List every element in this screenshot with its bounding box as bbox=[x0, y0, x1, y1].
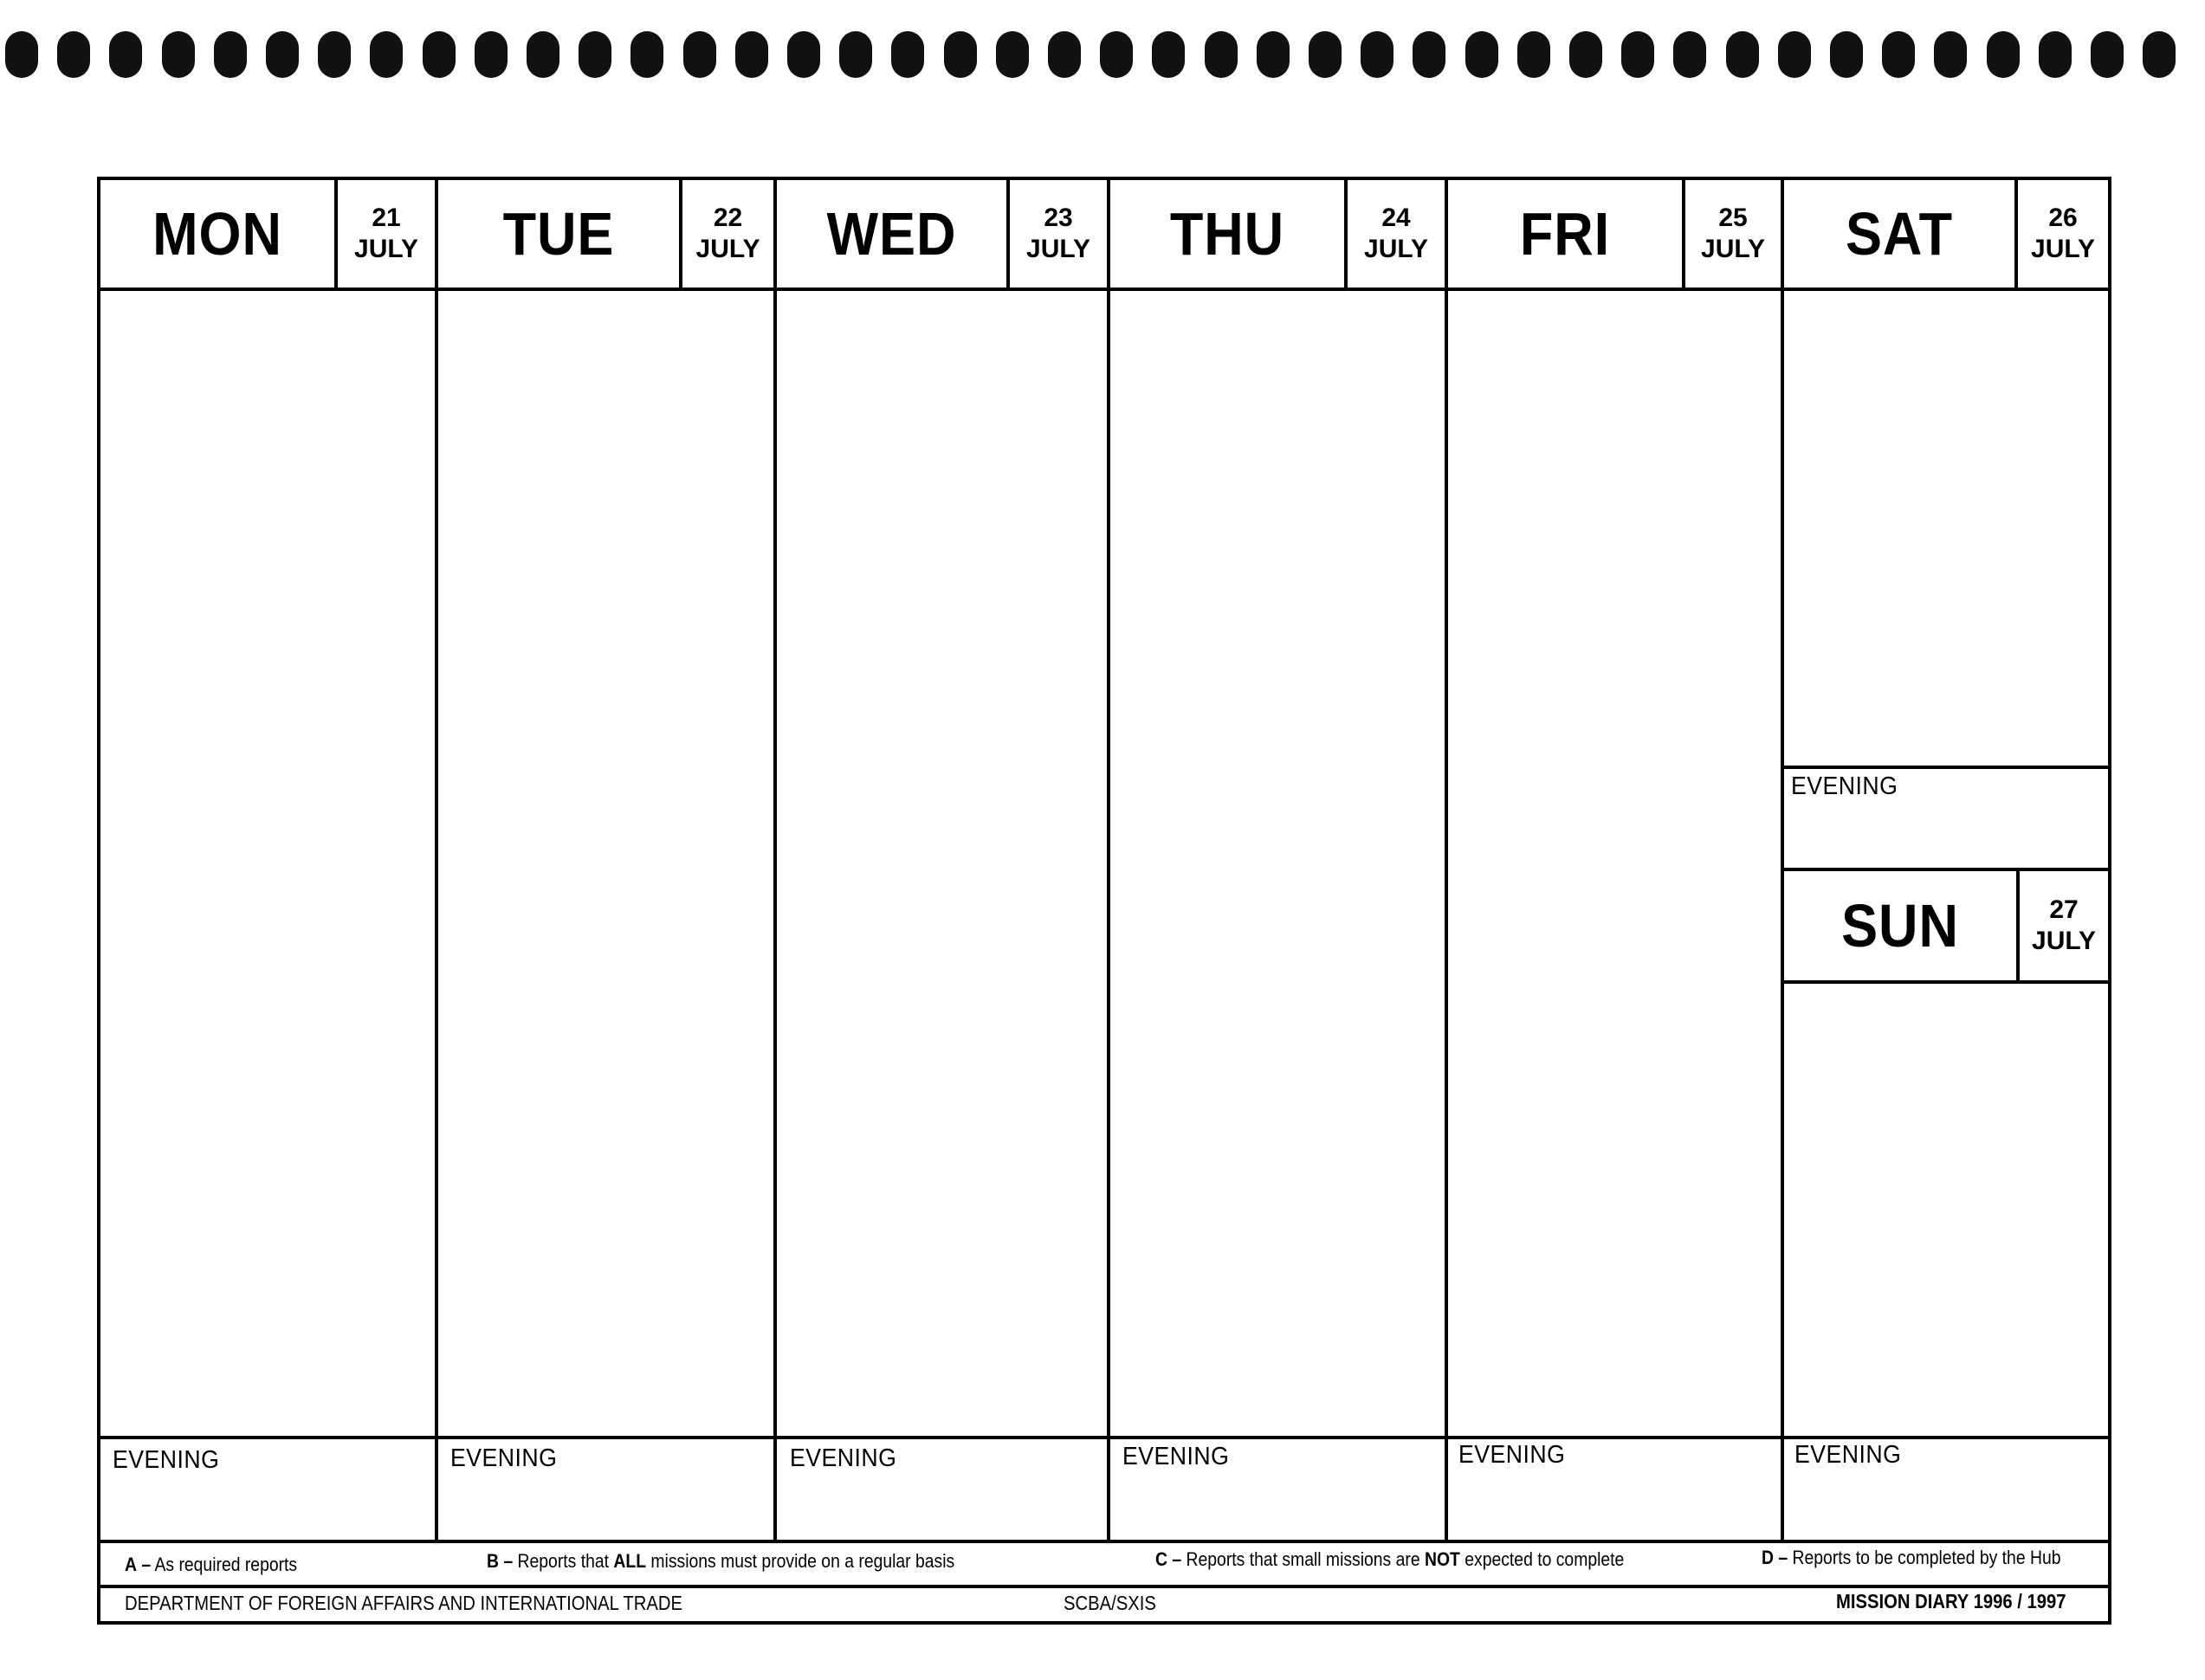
legend-d bbox=[1762, 1547, 2060, 1569]
column-divider bbox=[435, 177, 438, 1541]
month-label: JULY bbox=[1364, 235, 1428, 263]
binding-hole bbox=[1673, 31, 1706, 78]
footer-department: DEPARTMENT OF FOREIGN AFFAIRS AND INTERNATIONAL TRADE bbox=[125, 1592, 683, 1614]
column-divider bbox=[773, 177, 777, 1541]
evening-label-sun: EVENING bbox=[1794, 1441, 1902, 1469]
binding-hole bbox=[162, 31, 195, 78]
day-name-wed: WED bbox=[826, 200, 957, 268]
day-date-mon bbox=[338, 180, 435, 288]
binding-hole bbox=[475, 31, 508, 78]
legend-b bbox=[487, 1550, 954, 1573]
legend-dash: – bbox=[503, 1550, 514, 1572]
binding-hole bbox=[891, 31, 924, 78]
binding-hole bbox=[1309, 31, 1342, 78]
binding-hole bbox=[1257, 31, 1290, 78]
day-number: 22 bbox=[713, 204, 743, 232]
sun-header-rule bbox=[1781, 980, 2111, 984]
binding-hole bbox=[1569, 31, 1602, 78]
day-number: 23 bbox=[1044, 204, 1073, 232]
day-number: 25 bbox=[1718, 204, 1748, 232]
day-name-fri: FRI bbox=[1519, 200, 1611, 268]
sat-evening-rule bbox=[1781, 766, 2111, 769]
evening-rule bbox=[97, 1436, 2111, 1439]
binding-hole bbox=[1621, 31, 1654, 78]
legend-text: As required reports bbox=[154, 1554, 298, 1575]
binding-hole bbox=[630, 31, 663, 78]
footer-code: SCBA/SXIS bbox=[1064, 1592, 1156, 1614]
binding-hole bbox=[1465, 31, 1498, 78]
day-number: 21 bbox=[372, 204, 401, 232]
binding-hole bbox=[2039, 31, 2072, 78]
binding-hole bbox=[214, 31, 247, 78]
day-date-wed bbox=[1010, 180, 1107, 288]
day-name-sun: SUN bbox=[1841, 892, 1959, 960]
day-date-tue bbox=[682, 180, 773, 288]
legend-dash: – bbox=[1172, 1548, 1182, 1570]
evening-label-fri: EVENING bbox=[1458, 1441, 1566, 1469]
legend-emphasis: NOT bbox=[1424, 1548, 1460, 1570]
legend-text: Reports that bbox=[517, 1550, 610, 1572]
evening-label-thu: EVENING bbox=[1122, 1443, 1230, 1470]
legend-a bbox=[125, 1554, 297, 1576]
binding-hole bbox=[1726, 31, 1759, 78]
evening-label-sat: EVENING bbox=[1791, 772, 1898, 800]
month-label: JULY bbox=[695, 235, 760, 263]
binding-hole bbox=[109, 31, 142, 78]
day-number: 26 bbox=[2048, 204, 2078, 232]
binding-hole bbox=[1517, 31, 1550, 78]
day-number: 24 bbox=[1381, 204, 1411, 232]
binding-hole bbox=[318, 31, 351, 78]
binding-hole bbox=[527, 31, 559, 78]
legend-code: D bbox=[1762, 1547, 1774, 1568]
binding-hole bbox=[1100, 31, 1133, 78]
day-name-thu: THU bbox=[1169, 200, 1285, 268]
legend-c bbox=[1155, 1548, 1624, 1571]
legend-emphasis: ALL bbox=[613, 1550, 647, 1572]
binding-hole bbox=[57, 31, 90, 78]
column-divider bbox=[1445, 177, 1448, 1541]
legend-code: A bbox=[125, 1554, 137, 1575]
month-label: JULY bbox=[2031, 235, 2095, 263]
binding-hole bbox=[266, 31, 299, 78]
binding-hole bbox=[839, 31, 872, 78]
binding-hole bbox=[1830, 31, 1863, 78]
binding-hole bbox=[370, 31, 403, 78]
day-number: 27 bbox=[2049, 895, 2079, 924]
legend-text: Reports to be completed by the Hub bbox=[1792, 1547, 2061, 1568]
binding-hole bbox=[1413, 31, 1445, 78]
binding-hole bbox=[735, 31, 768, 78]
legend-code: B bbox=[487, 1550, 499, 1572]
binding-hole bbox=[2091, 31, 2124, 78]
day-date-sat bbox=[2018, 180, 2108, 288]
day-name-tue: TUE bbox=[502, 200, 615, 268]
legend-dash: – bbox=[141, 1554, 152, 1575]
evening-label-mon: EVENING bbox=[113, 1446, 220, 1474]
binding-hole bbox=[2143, 31, 2176, 78]
binding-hole bbox=[1152, 31, 1185, 78]
evening-label-wed: EVENING bbox=[790, 1444, 897, 1472]
legend-text: Reports that small missions are bbox=[1186, 1548, 1420, 1570]
binding-hole bbox=[1778, 31, 1811, 78]
binding-hole bbox=[579, 31, 611, 78]
legend-text: expected to complete bbox=[1465, 1548, 1625, 1570]
footer-rule bbox=[97, 1585, 2111, 1588]
column-divider bbox=[1107, 177, 1110, 1541]
legend-text: missions must provide on a regular basis bbox=[650, 1550, 955, 1572]
binding-hole bbox=[944, 31, 977, 78]
spiral-binding bbox=[0, 23, 2205, 80]
month-label: JULY bbox=[1701, 235, 1765, 263]
binding-hole bbox=[996, 31, 1029, 78]
binding-hole bbox=[1882, 31, 1915, 78]
day-name-mon: MON bbox=[152, 200, 282, 268]
binding-hole bbox=[787, 31, 820, 78]
column-divider bbox=[1781, 177, 1784, 1541]
legend-rule bbox=[97, 1540, 2111, 1543]
evening-label-tue: EVENING bbox=[450, 1444, 558, 1472]
month-label: JULY bbox=[2032, 927, 2096, 955]
binding-hole bbox=[1934, 31, 1967, 78]
day-date-sun bbox=[2020, 871, 2108, 980]
binding-hole bbox=[1205, 31, 1238, 78]
header-rule bbox=[97, 288, 2111, 291]
day-date-fri bbox=[1685, 180, 1781, 288]
legend-dash: – bbox=[1778, 1547, 1788, 1568]
binding-hole bbox=[1361, 31, 1393, 78]
month-label: JULY bbox=[1026, 235, 1090, 263]
footer-title: MISSION DIARY 1996 / 1997 bbox=[1836, 1590, 2066, 1612]
binding-hole bbox=[1987, 31, 2020, 78]
binding-hole bbox=[5, 31, 38, 78]
month-label: JULY bbox=[354, 235, 418, 263]
binding-hole bbox=[1048, 31, 1081, 78]
binding-hole bbox=[683, 31, 716, 78]
legend-code: C bbox=[1155, 1548, 1167, 1570]
day-name-sat: SAT bbox=[1845, 200, 1954, 268]
binding-hole bbox=[423, 31, 456, 78]
day-date-thu bbox=[1348, 180, 1445, 288]
